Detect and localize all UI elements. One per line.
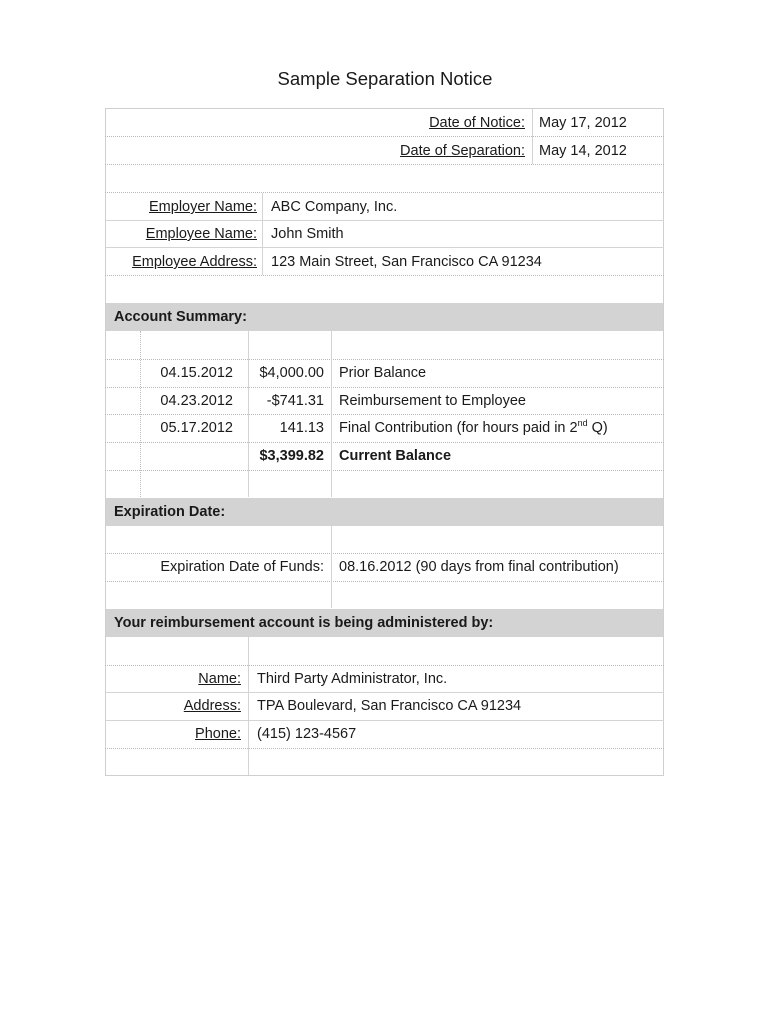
administrator-address-label: Address:	[183, 698, 241, 714]
employee-address-label: Employee Address:	[132, 254, 257, 270]
document-title: Sample Separation Notice	[277, 68, 493, 89]
transaction-description: Prior Balance	[339, 365, 427, 381]
administrator-address-value: TPA Boulevard, San Francisco CA 91234	[257, 698, 522, 714]
employee-address-value: 123 Main Street, San Francisco CA 91234	[271, 254, 542, 270]
employer-name-value: ABC Company, Inc.	[271, 199, 398, 215]
employee-name-value: John Smith	[271, 226, 344, 242]
administrator-phone-value: (415) 123-4567	[257, 726, 357, 742]
column-divider	[331, 331, 332, 497]
employee-name-label: Employee Name:	[145, 226, 257, 242]
expiration-date-value: 08.16.2012 (90 days from final contribution)	[339, 559, 619, 575]
expiration-date-heading: Expiration Date:	[106, 498, 663, 526]
employer-name-label: Employer Name:	[149, 199, 257, 215]
transaction-date: 05.17.2012	[160, 420, 233, 436]
column-divider	[532, 109, 533, 164]
description-text-end: Q)	[587, 420, 608, 436]
column-divider	[262, 193, 263, 275]
date-of-notice-label: Date of Notice:	[429, 115, 525, 131]
row-divider	[105, 581, 664, 582]
row-divider	[105, 470, 664, 471]
transaction-description: Reimbursement to Employee	[339, 393, 526, 409]
current-balance-label: Current Balance	[339, 448, 452, 464]
date-of-separation-label: Date of Separation:	[400, 143, 525, 159]
expiration-date-label: Expiration Date of Funds:	[160, 559, 324, 575]
account-summary-heading: Account Summary:	[106, 303, 663, 331]
transaction-date: 04.23.2012	[160, 393, 233, 409]
column-divider	[331, 525, 332, 608]
description-text: Final Contribution (for hours paid in 2	[339, 420, 578, 436]
transaction-amount: 141.13	[279, 420, 324, 436]
column-divider	[248, 637, 249, 775]
administrator-name-label: Name:	[198, 671, 241, 687]
administrator-name-value: Third Party Administrator, Inc.	[257, 671, 448, 687]
current-balance-amount: $3,399.82	[259, 448, 324, 464]
row-divider	[105, 748, 664, 749]
transaction-description	[339, 414, 608, 442]
administrator-phone-label: Phone:	[195, 726, 241, 742]
transaction-amount: -$741.31	[266, 393, 324, 409]
administrator-heading: Your reimbursement account is being administered by:	[106, 609, 663, 637]
date-of-notice-value: May 17, 2012	[539, 115, 627, 131]
date-of-separation-value: May 14, 2012	[539, 143, 627, 159]
ordinal-suffix: nd	[577, 418, 588, 429]
transaction-amount: $4,000.00	[259, 365, 324, 381]
transaction-date: 04.15.2012	[160, 365, 233, 381]
